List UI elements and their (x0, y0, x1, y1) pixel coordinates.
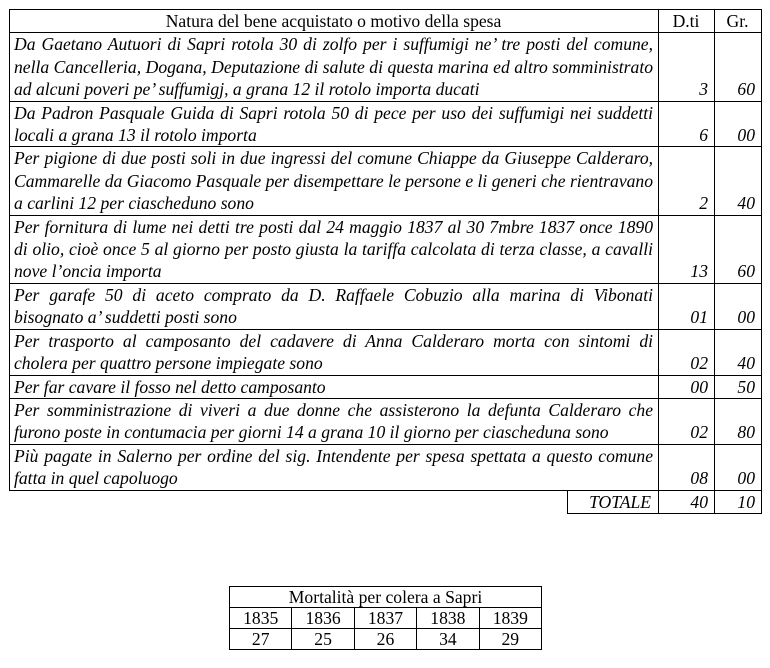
row-description: Per far cavare il fosso nel detto camposanto (10, 375, 659, 398)
row-grana: 50 (715, 375, 762, 398)
row-ducati: 02 (659, 398, 715, 444)
deaths-cell: 27 (230, 629, 292, 650)
total-row (10, 490, 762, 513)
row-grana: 40 (715, 147, 762, 215)
year-cell: 1835 (230, 608, 292, 629)
row-grana: 00 (715, 101, 762, 147)
row-description: Da Padron Pasquale Guida di Sapri rotola 50 di pece per uso dei suffumigi nei suddetti locali a grana 13 il rotolo importa (10, 101, 659, 147)
mortality-table (229, 586, 542, 650)
mortality-deaths-row (230, 629, 542, 650)
table-row (10, 329, 762, 375)
row-ducati: 6 (659, 101, 715, 147)
header-grana: Gr. (715, 10, 762, 33)
row-ducati: 00 (659, 375, 715, 398)
mortality-title-row (230, 587, 542, 608)
row-description: Più pagate in Salerno per ordine del sig. Intendente per spesa spettata a questo comune fatta in quel capoluogo (10, 444, 659, 490)
year-cell: 1838 (417, 608, 479, 629)
year-cell: 1837 (354, 608, 416, 629)
mortality-years-row (230, 608, 542, 629)
row-ducati: 2 (659, 147, 715, 215)
deaths-cell: 25 (292, 629, 354, 650)
row-ducati: 13 (659, 215, 715, 283)
table-row (10, 33, 762, 101)
year-cell: 1839 (479, 608, 541, 629)
deaths-cell: 29 (479, 629, 541, 650)
row-description: Per trasporto al camposanto del cadavere di Anna Calderaro morta con sintomi di cholera per quattro persone impiegate sono (10, 329, 659, 375)
row-ducati: 08 (659, 444, 715, 490)
row-description: Da Gaetano Autuori di Sapri rotola 30 di zolfo per i suffumigi ne’ tre posti del comune, nella Cancelleria, Dogana, Deputazione di salute di questa marina ed altro somministrato ad alcuni poveri pe’ suffumigj, a grana 12 il rotolo importa ducati (10, 33, 659, 101)
row-grana: 60 (715, 33, 762, 101)
table-row (10, 215, 762, 283)
year-cell: 1836 (292, 608, 354, 629)
expenses-table (9, 9, 762, 514)
row-description: Per garafe 50 di aceto comprato da D. Raffaele Cobuzio alla marina di Vibonati bisognato a’ suddetti posti sono (10, 283, 659, 329)
total-label: TOTALE (568, 490, 659, 513)
row-ducati: 01 (659, 283, 715, 329)
table-row (10, 147, 762, 215)
total-ducati: 40 (659, 490, 715, 513)
row-grana: 00 (715, 444, 762, 490)
mortality-title: Mortalità per colera a Sapri (230, 587, 542, 608)
row-grana: 00 (715, 283, 762, 329)
deaths-cell: 34 (417, 629, 479, 650)
header-ducati: D.ti (659, 10, 715, 33)
deaths-cell: 26 (354, 629, 416, 650)
row-grana: 80 (715, 398, 762, 444)
row-description: Per pigione di due posti soli in due ingressi del comune Chiappe da Giuseppe Calderaro, Cammarelle da Giacomo Pasquale per disempettare le persone e li generi che rientravano a carlini 12 per ciascheduno sono (10, 147, 659, 215)
table-row (10, 375, 762, 398)
table-row (10, 398, 762, 444)
header-nature: Natura del bene acquistato o motivo della spesa (10, 10, 659, 33)
table-row (10, 101, 762, 147)
row-description: Per somministrazione di viveri a due donne che assisterono la defunta Calderaro che furono poste in contumacia per giorni 14 a grana 10 il giorno per ciascheduna sono (10, 398, 659, 444)
table-row (10, 444, 762, 490)
row-ducati: 3 (659, 33, 715, 101)
row-ducati: 02 (659, 329, 715, 375)
expenses-header-row (10, 10, 762, 33)
table-row (10, 283, 762, 329)
row-grana: 40 (715, 329, 762, 375)
row-description: Per fornitura di lume nei detti tre posti dal 24 maggio 1837 al 30 7mbre 1837 once 1890 di olio, cioè once 5 al giorno per posto giusta la tariffa calcolata di terza classe, a cavalli nove l’oncia importa (10, 215, 659, 283)
total-spacer (10, 490, 568, 513)
row-grana: 60 (715, 215, 762, 283)
total-grana: 10 (715, 490, 762, 513)
